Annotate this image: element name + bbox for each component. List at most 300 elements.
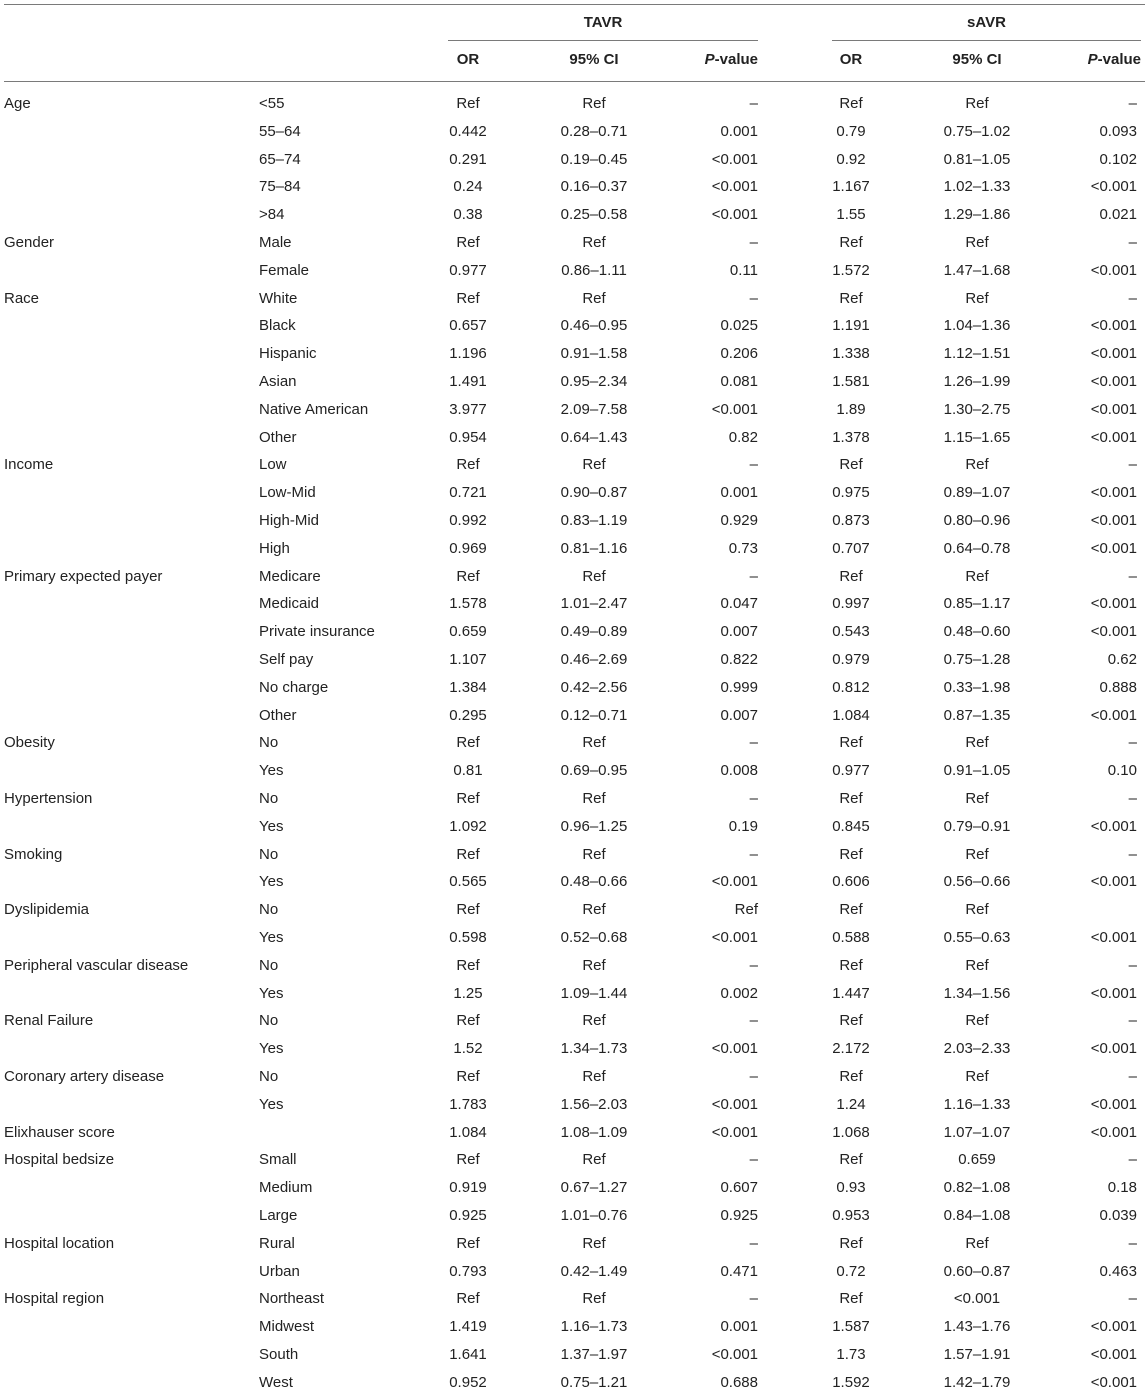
savr-p-cell: <0.001 — [1090, 540, 1137, 557]
row-level: No charge — [259, 679, 329, 696]
savr-ci-cell: 0.55–0.63 — [943, 929, 1011, 946]
savr-p-cell: – — [1128, 95, 1137, 112]
tavr-ci-cell: 0.46–0.95 — [560, 317, 628, 334]
tavr-ci-cell: 2.09–7.58 — [560, 401, 628, 418]
row-variable — [4, 483, 244, 503]
tavr-p-cell: 0.11 — [729, 262, 758, 279]
tavr-or-cell: 0.793 — [449, 1263, 487, 1280]
row-variable — [4, 150, 244, 170]
savr-or-cell: Ref — [839, 846, 863, 863]
row-level: 65–74 — [259, 151, 301, 168]
tavr-ci-cell: 0.42–2.56 — [560, 679, 628, 696]
row-variable — [4, 1373, 244, 1393]
savr-ci-cell: Ref — [965, 1235, 989, 1252]
savr-p-cell: – — [1128, 1235, 1137, 1252]
tavr-p-cell: – — [749, 790, 758, 807]
tavr-or-cell: Ref — [456, 568, 480, 585]
savr-or-cell: 0.812 — [832, 679, 870, 696]
savr-or-cell: 1.378 — [832, 429, 870, 446]
row-variable: Gender — [4, 234, 55, 251]
tavr-ci-cell: Ref — [582, 456, 606, 473]
tavr-p-cell: <0.001 — [711, 1040, 758, 1057]
row-level: No — [259, 901, 279, 918]
tavr-ci-cell: Ref — [582, 95, 606, 112]
savr-ci-cell: Ref — [965, 234, 989, 251]
row-level: Yes — [259, 1040, 284, 1057]
tavr-p-cell: 0.925 — [720, 1207, 758, 1224]
savr-or-cell: 1.191 — [832, 317, 870, 334]
tavr-p-cell: 0.607 — [720, 1179, 758, 1196]
row-variable: Renal Failure — [4, 1012, 94, 1029]
row-level: Small — [259, 1151, 297, 1168]
tavr-ci-cell: Ref — [582, 290, 606, 307]
savr-ci-cell: 1.47–1.68 — [943, 262, 1011, 279]
tavr-or-cell: Ref — [456, 95, 480, 112]
savr-ci-cell: 1.02–1.33 — [943, 178, 1011, 195]
tavr-p-cell: – — [749, 95, 758, 112]
row-variable: Coronary artery disease — [4, 1068, 165, 1085]
savr-p-cell: 0.102 — [1099, 151, 1137, 168]
savr-ci-cell: <0.001 — [953, 1290, 1001, 1307]
row-variable — [4, 817, 244, 837]
row-variable: Hospital region — [4, 1290, 105, 1307]
savr-ci-cell: 1.30–2.75 — [943, 401, 1011, 418]
row-variable: Smoking — [4, 846, 63, 863]
savr-p-cell: – — [1128, 790, 1137, 807]
tavr-or-cell: 1.196 — [449, 345, 487, 362]
savr-or-cell: 1.581 — [832, 373, 870, 390]
tavr-ci-cell: Ref — [582, 901, 606, 918]
group-header-tavr: TAVR — [583, 14, 623, 31]
savr-p-cell: – — [1128, 1151, 1137, 1168]
row-level: Medicare — [259, 568, 321, 585]
savr-p-cell: <0.001 — [1090, 707, 1137, 724]
tavr-ci-cell: 0.95–2.34 — [560, 373, 628, 390]
savr-ci-cell: Ref — [965, 1068, 989, 1085]
tavr-ci-cell: 0.90–0.87 — [560, 484, 628, 501]
savr-p-cell: – — [1128, 1068, 1137, 1085]
savr-p-cell: <0.001 — [1090, 623, 1137, 640]
savr-or-cell: 1.592 — [832, 1374, 870, 1391]
tavr-ci-cell: 0.69–0.95 — [560, 762, 628, 779]
savr-ci-cell: 1.16–1.33 — [943, 1096, 1011, 1113]
tavr-ci-cell: 1.09–1.44 — [560, 985, 628, 1002]
tavr-ci-cell: Ref — [582, 734, 606, 751]
savr-ci-cell: 0.659 — [958, 1151, 996, 1168]
p-value-suffix: -value — [1097, 51, 1141, 68]
p-italic-letter: P — [704, 51, 715, 68]
tavr-ci-cell: Ref — [582, 568, 606, 585]
tavr-or-cell: 1.578 — [449, 595, 487, 612]
row-variable — [4, 984, 244, 1004]
row-level: Yes — [259, 873, 284, 890]
tavr-ci-cell: 0.91–1.58 — [560, 345, 628, 362]
row-variable — [4, 511, 244, 531]
tavr-p-cell: 0.001 — [720, 123, 758, 140]
row-level: Large — [259, 1207, 298, 1224]
tavr-p-cell: – — [749, 1235, 758, 1252]
savr-or-cell: Ref — [839, 568, 863, 585]
row-variable: Race — [4, 290, 40, 307]
tavr-ci-cell: Ref — [582, 1068, 606, 1085]
savr-or-cell: Ref — [839, 957, 863, 974]
row-variable — [4, 594, 244, 614]
row-variable: Peripheral vascular disease — [4, 957, 189, 974]
row-level: <55 — [259, 95, 285, 112]
row-level: >84 — [259, 206, 285, 223]
tavr-ci-cell: 1.56–2.03 — [560, 1096, 628, 1113]
savr-p-cell: 0.888 — [1099, 679, 1137, 696]
row-level: Medicaid — [259, 595, 320, 612]
tavr-or-cell: Ref — [456, 790, 480, 807]
row-variable: Primary expected payer — [4, 568, 163, 585]
tavr-or-cell: 0.977 — [449, 262, 487, 279]
tavr-or-cell: 0.969 — [449, 540, 487, 557]
row-level: No — [259, 1012, 279, 1029]
tavr-or-cell: 1.25 — [453, 985, 483, 1002]
tavr-or-cell: 0.954 — [449, 429, 487, 446]
savr-p-cell: <0.001 — [1090, 429, 1137, 446]
tavr-or-cell: 0.38 — [453, 206, 483, 223]
savr-ci-cell: Ref — [965, 456, 989, 473]
tavr-p-cell: 0.081 — [720, 373, 758, 390]
tavr-or-cell: 1.52 — [453, 1040, 483, 1057]
col-header-savr-ci: 95% CI — [952, 51, 1002, 68]
tavr-ci-cell: 0.28–0.71 — [560, 123, 628, 140]
row-variable — [4, 372, 244, 392]
tavr-ci-cell: 0.96–1.25 — [560, 818, 628, 835]
savr-p-cell: <0.001 — [1090, 818, 1137, 835]
savr-or-cell: 1.068 — [832, 1124, 870, 1141]
savr-or-cell: 1.73 — [836, 1346, 866, 1363]
row-level: Native American — [259, 401, 369, 418]
row-variable — [4, 1317, 244, 1337]
savr-ci-cell: 0.89–1.07 — [943, 484, 1011, 501]
row-level: 75–84 — [259, 178, 301, 195]
savr-or-cell: Ref — [839, 1290, 863, 1307]
tavr-p-cell: – — [749, 290, 758, 307]
savr-p-cell: <0.001 — [1090, 178, 1137, 195]
savr-or-cell: 0.975 — [832, 484, 870, 501]
savr-ci-cell: Ref — [965, 568, 989, 585]
savr-or-cell: 0.977 — [832, 762, 870, 779]
savr-ci-cell: 1.34–1.56 — [943, 985, 1011, 1002]
tavr-or-cell: Ref — [456, 1012, 480, 1029]
row-variable — [4, 872, 244, 892]
savr-ci-cell: Ref — [965, 957, 989, 974]
savr-p-cell: <0.001 — [1090, 929, 1137, 946]
tavr-p-cell: <0.001 — [711, 401, 758, 418]
row-variable: Hospital location — [4, 1235, 115, 1252]
row-variable — [4, 400, 244, 420]
savr-or-cell: 1.55 — [836, 206, 866, 223]
tavr-p-cell: – — [749, 1151, 758, 1168]
tavr-p-cell: – — [749, 846, 758, 863]
tavr-or-cell: Ref — [456, 1290, 480, 1307]
tavr-ci-cell: Ref — [582, 1290, 606, 1307]
row-variable: Age — [4, 95, 31, 112]
tavr-or-cell: 0.442 — [449, 123, 487, 140]
tavr-or-cell: 0.925 — [449, 1207, 487, 1224]
tavr-or-cell: 0.565 — [449, 873, 487, 890]
tavr-or-cell: 1.384 — [449, 679, 487, 696]
row-level: No — [259, 846, 279, 863]
savr-ci-cell: 0.80–0.96 — [943, 512, 1011, 529]
tavr-or-cell: Ref — [456, 1235, 480, 1252]
tavr-p-cell: 0.047 — [720, 595, 758, 612]
savr-ci-cell: 0.84–1.08 — [943, 1207, 1011, 1224]
savr-ci-cell: 0.75–1.28 — [943, 651, 1011, 668]
tavr-p-cell: 0.001 — [720, 484, 758, 501]
savr-ci-cell: 1.43–1.76 — [943, 1318, 1011, 1335]
p-italic-letter: P — [1087, 51, 1098, 68]
row-level: Black — [259, 317, 296, 334]
tavr-p-cell: – — [749, 568, 758, 585]
tavr-ci-cell: Ref — [582, 1151, 606, 1168]
row-level: Male — [259, 234, 292, 251]
savr-p-cell: 0.62 — [1107, 651, 1137, 668]
row-variable: Income — [4, 456, 54, 473]
tavr-ci-cell: 0.52–0.68 — [560, 929, 628, 946]
savr-ci-cell: 0.48–0.60 — [943, 623, 1011, 640]
row-variable — [4, 316, 244, 336]
savr-or-cell: Ref — [839, 290, 863, 307]
savr-p-cell: <0.001 — [1090, 317, 1137, 334]
tavr-p-cell: 0.929 — [720, 512, 758, 529]
tavr-ci-cell: 0.46–2.69 — [560, 651, 628, 668]
tavr-ci-cell: 0.12–0.71 — [560, 707, 628, 724]
savr-p-cell: <0.001 — [1090, 1374, 1137, 1391]
col-header-savr-or: OR — [839, 51, 863, 68]
row-level: Yes — [259, 762, 284, 779]
savr-or-cell: Ref — [839, 1068, 863, 1085]
savr-or-cell: 1.89 — [836, 401, 866, 418]
row-level: West — [259, 1374, 293, 1391]
savr-or-cell: 2.172 — [832, 1040, 870, 1057]
row-variable: Dyslipidemia — [4, 901, 90, 918]
row-level: Yes — [259, 818, 284, 835]
row-variable: Obesity — [4, 734, 55, 751]
savr-or-cell: 0.92 — [836, 151, 866, 168]
savr-p-cell: <0.001 — [1090, 1124, 1137, 1141]
tavr-or-cell: Ref — [456, 456, 480, 473]
tavr-p-cell: 0.008 — [720, 762, 758, 779]
row-level: White — [259, 290, 298, 307]
savr-or-cell: 0.845 — [832, 818, 870, 835]
row-level: Urban — [259, 1263, 300, 1280]
savr-p-cell: – — [1128, 456, 1137, 473]
row-level — [259, 1123, 429, 1143]
tavr-ci-cell: 0.25–0.58 — [560, 206, 628, 223]
savr-or-cell: Ref — [839, 734, 863, 751]
row-level: High-Mid — [259, 512, 320, 529]
savr-p-cell: 0.10 — [1107, 762, 1137, 779]
savr-ci-cell: Ref — [965, 1012, 989, 1029]
tavr-group-rule — [448, 40, 758, 41]
tavr-p-cell: <0.001 — [711, 206, 758, 223]
savr-p-cell: – — [1128, 1290, 1137, 1307]
tavr-or-cell: Ref — [456, 734, 480, 751]
savr-p-cell: <0.001 — [1090, 345, 1137, 362]
savr-p-cell: – — [1128, 234, 1137, 251]
savr-p-cell: 0.18 — [1107, 1179, 1137, 1196]
row-variable — [4, 261, 244, 281]
savr-or-cell: Ref — [839, 790, 863, 807]
savr-or-cell: 0.588 — [832, 929, 870, 946]
savr-p-cell: <0.001 — [1090, 595, 1137, 612]
tavr-or-cell: 0.81 — [453, 762, 483, 779]
tavr-p-cell: 0.999 — [720, 679, 758, 696]
tavr-p-cell: 0.206 — [720, 345, 758, 362]
savr-or-cell: Ref — [839, 1235, 863, 1252]
savr-ci-cell: 0.85–1.17 — [943, 595, 1011, 612]
savr-p-cell: – — [1128, 290, 1137, 307]
row-variable — [4, 1206, 244, 1226]
tavr-ci-cell: 1.01–0.76 — [560, 1207, 628, 1224]
savr-ci-cell: 0.56–0.66 — [943, 873, 1011, 890]
tavr-p-cell: <0.001 — [711, 151, 758, 168]
savr-or-cell: 1.587 — [832, 1318, 870, 1335]
tavr-or-cell: 0.657 — [449, 317, 487, 334]
savr-ci-cell: 1.15–1.65 — [943, 429, 1011, 446]
tavr-p-cell: 0.471 — [720, 1263, 758, 1280]
row-variable — [4, 344, 244, 364]
row-level: 55–64 — [259, 123, 301, 140]
savr-ci-cell: 0.79–0.91 — [943, 818, 1011, 835]
row-variable — [4, 1262, 244, 1282]
row-variable: Hospital bedsize — [4, 1151, 115, 1168]
tavr-ci-cell: 1.01–2.47 — [560, 595, 628, 612]
savr-or-cell: 0.997 — [832, 595, 870, 612]
tavr-p-cell: 0.688 — [720, 1374, 758, 1391]
row-level: Rural — [259, 1235, 295, 1252]
tavr-or-cell: 0.291 — [449, 151, 487, 168]
savr-or-cell: 0.953 — [832, 1207, 870, 1224]
savr-p-cell: <0.001 — [1090, 484, 1137, 501]
row-level: South — [259, 1346, 299, 1363]
row-variable — [4, 1039, 244, 1059]
row-variable: Elixhauser score — [4, 1124, 115, 1141]
row-level: Low — [259, 456, 287, 473]
row-variable — [4, 205, 244, 225]
tavr-or-cell: 1.641 — [449, 1346, 487, 1363]
tavr-ci-cell: 0.67–1.27 — [560, 1179, 628, 1196]
tavr-or-cell: Ref — [456, 234, 480, 251]
row-level: Northeast — [259, 1290, 325, 1307]
row-level: High — [259, 540, 290, 557]
savr-or-cell: Ref — [839, 456, 863, 473]
tavr-or-cell: 0.24 — [453, 178, 483, 195]
savr-p-cell: <0.001 — [1090, 373, 1137, 390]
savr-ci-cell: 1.29–1.86 — [943, 206, 1011, 223]
tavr-or-cell: 0.598 — [449, 929, 487, 946]
col-header-tavr-ci: 95% CI — [569, 51, 619, 68]
savr-ci-cell: 0.91–1.05 — [943, 762, 1011, 779]
row-variable — [4, 428, 244, 448]
tavr-or-cell: 1.084 — [449, 1124, 487, 1141]
row-level: Other — [259, 429, 297, 446]
row-variable — [4, 1095, 244, 1115]
tavr-ci-cell: 0.49–0.89 — [560, 623, 628, 640]
savr-or-cell: Ref — [839, 1012, 863, 1029]
tavr-ci-cell: Ref — [582, 846, 606, 863]
savr-or-cell: 0.873 — [832, 512, 870, 529]
table-top-rule — [4, 4, 1145, 5]
savr-p-cell: <0.001 — [1090, 401, 1137, 418]
row-variable: Hypertension — [4, 790, 93, 807]
group-header-savr: sAVR — [967, 14, 1006, 31]
savr-ci-cell: Ref — [965, 290, 989, 307]
savr-p-cell: <0.001 — [1090, 873, 1137, 890]
row-level: No — [259, 1068, 279, 1085]
savr-group-rule — [832, 40, 1141, 41]
savr-ci-cell: 0.87–1.35 — [943, 707, 1011, 724]
row-level: Private insurance — [259, 623, 375, 640]
row-variable — [4, 539, 244, 559]
savr-p-cell: – — [1128, 734, 1137, 751]
savr-or-cell: 0.543 — [832, 623, 870, 640]
tavr-p-cell: <0.001 — [711, 1346, 758, 1363]
savr-ci-cell: 0.64–0.78 — [943, 540, 1011, 557]
row-variable — [4, 622, 244, 642]
savr-or-cell: 1.24 — [836, 1096, 866, 1113]
savr-ci-cell: 1.26–1.99 — [943, 373, 1011, 390]
savr-p-cell: <0.001 — [1090, 985, 1137, 1002]
row-variable — [4, 1345, 244, 1365]
savr-p-cell: – — [1128, 957, 1137, 974]
savr-ci-cell: Ref — [965, 95, 989, 112]
tavr-or-cell: 0.992 — [449, 512, 487, 529]
savr-p-cell: <0.001 — [1090, 262, 1137, 279]
savr-or-cell: 1.447 — [832, 985, 870, 1002]
tavr-p-cell: – — [749, 957, 758, 974]
row-level: No — [259, 734, 279, 751]
tavr-or-cell: 0.721 — [449, 484, 487, 501]
tavr-ci-cell: 1.34–1.73 — [560, 1040, 628, 1057]
tavr-p-cell: <0.001 — [711, 929, 758, 946]
savr-p-cell: 0.463 — [1099, 1263, 1137, 1280]
savr-ci-cell: Ref — [965, 734, 989, 751]
col-header-savr-p — [1061, 50, 1141, 70]
tavr-or-cell: 0.919 — [449, 1179, 487, 1196]
tavr-or-cell: Ref — [456, 290, 480, 307]
savr-p-cell: <0.001 — [1090, 1040, 1137, 1057]
savr-ci-cell: 0.81–1.05 — [943, 151, 1011, 168]
savr-ci-cell: Ref — [965, 790, 989, 807]
tavr-or-cell: 3.977 — [449, 401, 487, 418]
tavr-or-cell: Ref — [456, 846, 480, 863]
savr-or-cell: 1.084 — [832, 707, 870, 724]
row-variable — [4, 650, 244, 670]
savr-p-cell: <0.001 — [1090, 1096, 1137, 1113]
savr-or-cell: 1.572 — [832, 262, 870, 279]
row-variable — [4, 706, 244, 726]
savr-ci-cell: Ref — [965, 901, 989, 918]
savr-ci-cell: 1.07–1.07 — [943, 1124, 1011, 1141]
savr-p-cell: 0.039 — [1099, 1207, 1137, 1224]
tavr-p-cell: <0.001 — [711, 1096, 758, 1113]
tavr-ci-cell: 0.64–1.43 — [560, 429, 628, 446]
row-level: Female — [259, 262, 310, 279]
row-variable — [4, 1178, 244, 1198]
savr-or-cell: 1.167 — [832, 178, 870, 195]
savr-ci-cell: Ref — [965, 846, 989, 863]
savr-or-cell: 0.72 — [836, 1263, 866, 1280]
tavr-p-cell: 0.001 — [720, 1318, 758, 1335]
savr-or-cell: 0.606 — [832, 873, 870, 890]
savr-ci-cell: 0.75–1.02 — [943, 123, 1011, 140]
tavr-ci-cell: 0.75–1.21 — [560, 1374, 628, 1391]
